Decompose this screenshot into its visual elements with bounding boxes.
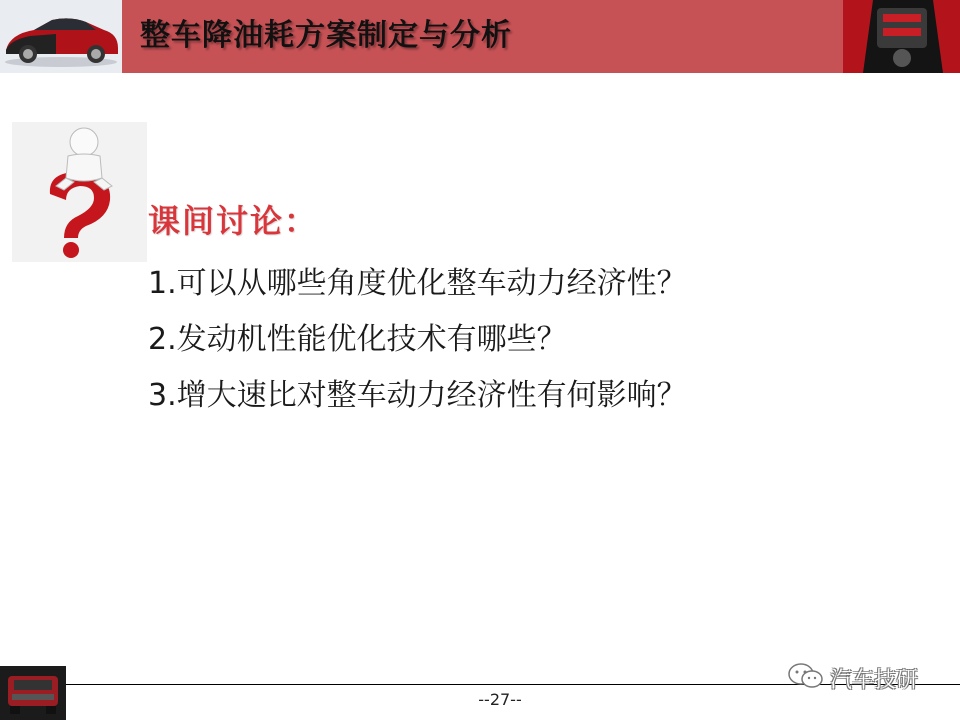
question-item-2: 2.发动机性能优化技术有哪些？ — [148, 322, 567, 357]
page-title: 整车降油耗方案制定与分析 — [140, 18, 512, 53]
question-item-1: 1.可以从哪些角度优化整车动力经济性？ — [148, 266, 687, 301]
header-band — [0, 0, 960, 73]
page-number: --27-- — [478, 690, 522, 709]
wechat-icon — [786, 661, 826, 695]
question-item-3: 3.增大速比对整车动力经济性有何影响？ — [148, 378, 687, 413]
discussion-heading: 课间讨论： — [148, 202, 319, 240]
watermark — [786, 663, 918, 693]
suv-image — [0, 666, 66, 720]
watermark-text: 汽车技研 — [830, 667, 919, 693]
engine-bay-image — [843, 0, 960, 73]
thinking-person-question-icon — [12, 122, 147, 262]
question-list — [148, 262, 687, 430]
sports-car-image — [0, 0, 122, 73]
